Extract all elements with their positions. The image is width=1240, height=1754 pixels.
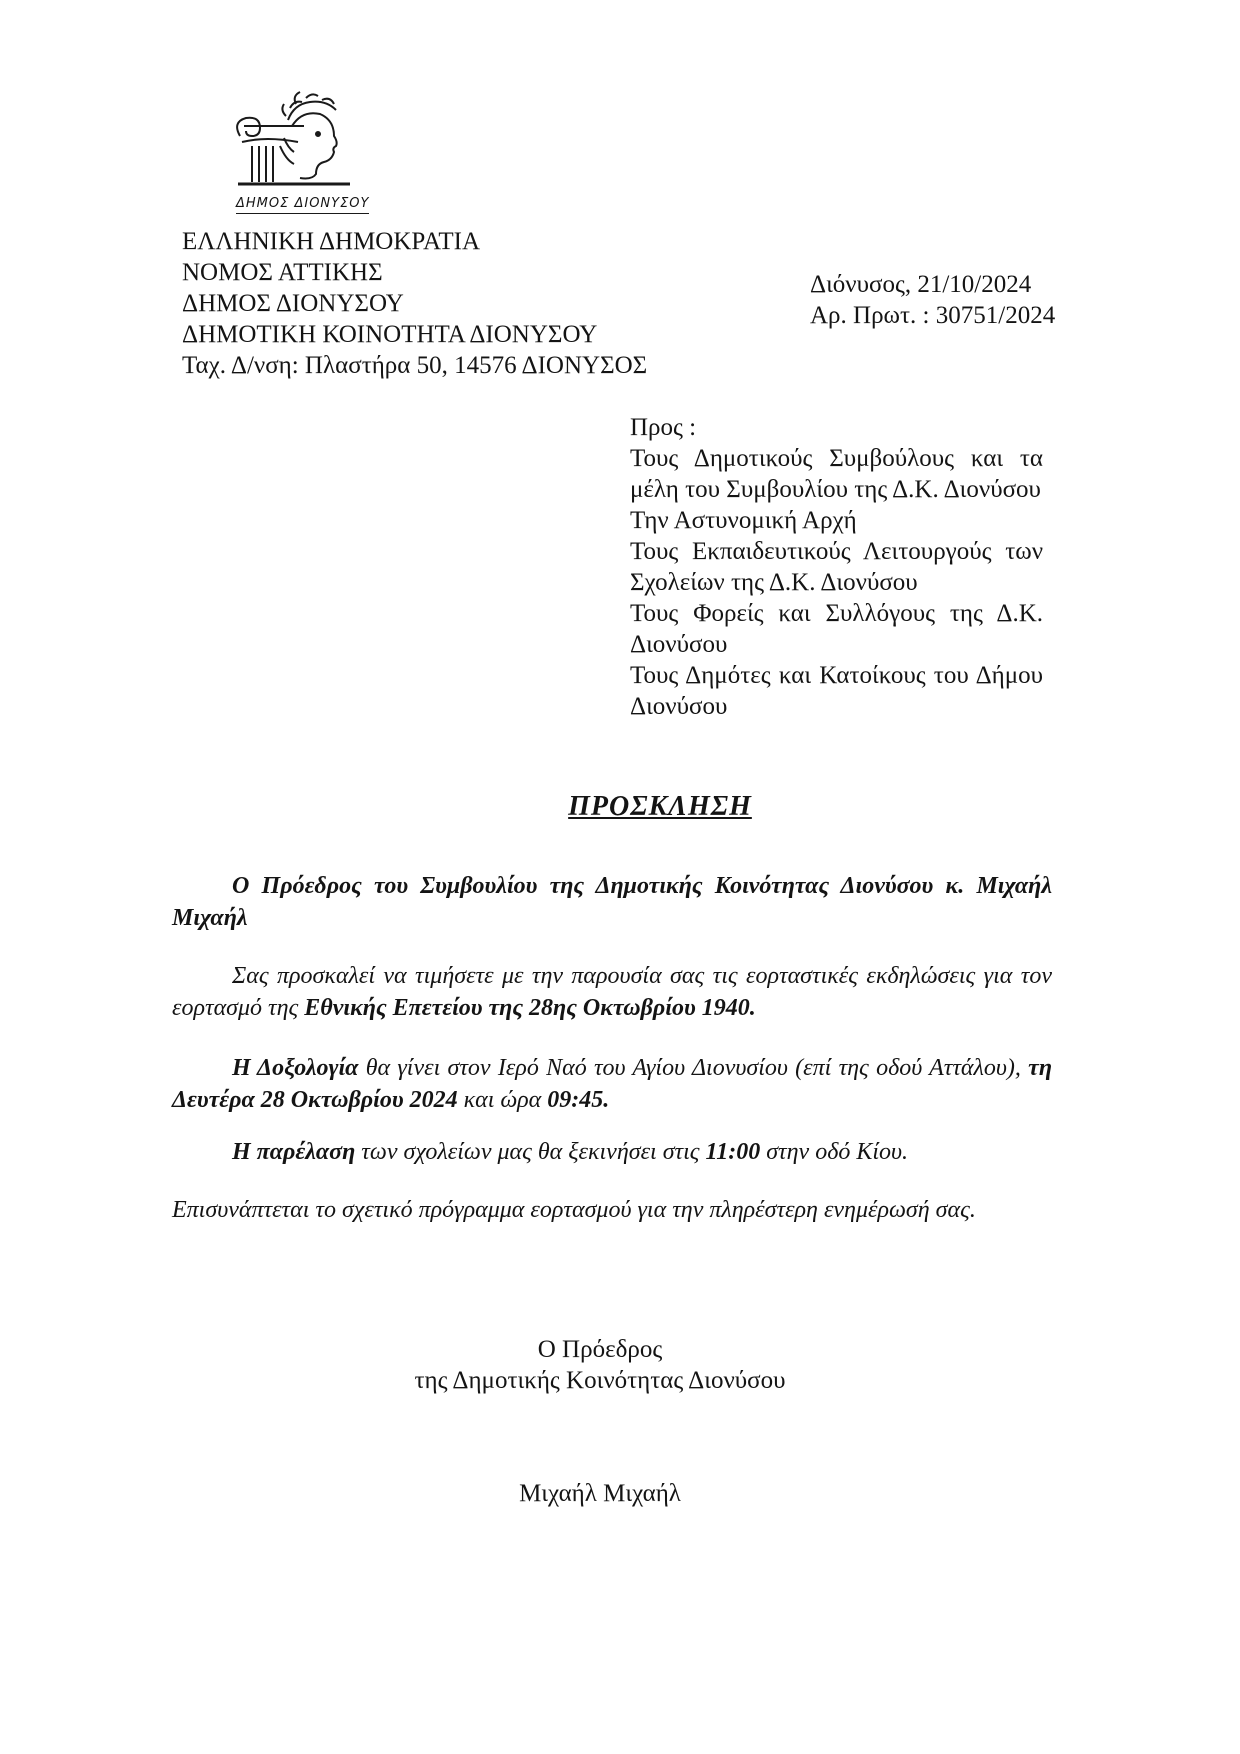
municipality-logo [230, 86, 380, 216]
dionysus-head-logo-icon [230, 86, 380, 196]
recipient-councillors: Τους Δημοτικούς Συμβούλους και τα [630, 445, 1043, 472]
invitation-paragraph [172, 960, 1052, 1024]
sender-country: ΕΛΛΗΝΙΚΗ ΔΗΜΟΚΡΑΤΙΑ [182, 228, 480, 255]
document-title: ΠΡΟΣΚΛΗΣΗ [568, 791, 752, 822]
parade-paragraph [172, 1136, 1052, 1168]
recipient-citizens: Τους Δημότες και Κατοίκους του Δήμου [630, 662, 1043, 689]
logo-caption: ΔΗΜΟΣ ΔΙΟΝΥΣΟΥ [236, 196, 369, 214]
doxology-date: τη Δευτέρα 28 Οκτωβρίου 2024 [172, 1055, 1052, 1113]
document-date: Διόνυσος, 21/10/2024 [810, 271, 1032, 298]
recipient-citizens-cont: Διονύσου [630, 693, 728, 720]
recipient-council-members: μέλη του Συμβουλίου της Δ.Κ. Διονύσου [630, 476, 1041, 503]
signature-role: Ο Πρόεδρος [537, 1336, 663, 1363]
signature-community: της Δημοτικής Κοινότητας Διονύσου [414, 1367, 786, 1394]
attachment-text: Επισυνάπτεται το σχετικό πρόγραμμα εορτασμού για την πληρέστερη ενημέρωσή σας. [172, 1197, 976, 1223]
anniversary-name: Εθνικής Επετείου της 28ης Οκτωβρίου 1940. [304, 995, 756, 1021]
protocol-number: Αρ. Πρωτ. : 30751/2024 [810, 302, 1056, 329]
doxology-label: Η Δοξολογία [232, 1055, 359, 1081]
intro-text: Ο Πρόεδρος του Συμβουλίου της Δημοτικής Κοινότητας Διονύσου κ. Μιχαήλ Μιχαήλ [172, 873, 1052, 931]
recipient-associations-cont: Διονύσου [630, 631, 728, 658]
recipient-police: Την Αστυνομική Αρχή [630, 507, 857, 534]
signature-name: Μιχαήλ Μιχαήλ [519, 1480, 681, 1507]
invitation-text: Σας προσκαλεί να τιμήσετε με την παρουσία σας τις εορταστικές εκδηλώσεις για τον εορτασμό της [172, 963, 1052, 1021]
sender-address: Ταχ. Δ/νση: Πλαστήρα 50, 14576 ΔΙΟΝΥΣΟΣ [182, 352, 648, 379]
parade-label: Η παρέλαση [232, 1139, 356, 1165]
recipient-associations: Τους Φορείς και Συλλόγους της Δ.Κ. [630, 600, 1043, 627]
doxology-time-label: και ώρα [457, 1087, 548, 1113]
attachment-paragraph [172, 1194, 1072, 1226]
doxology-paragraph [172, 1052, 1052, 1116]
intro-paragraph [172, 870, 1052, 934]
sender-prefecture: ΝΟΜΟΣ ΑΤΤΙΚΗΣ [182, 259, 383, 286]
parade-time: 11:00 [705, 1139, 761, 1165]
parade-text: των σχολείων μας θα ξεκινήσει στις [355, 1139, 706, 1165]
recipient-schools: Σχολείων της Δ.Κ. Διονύσου [630, 569, 918, 596]
doxology-time: 09:45. [547, 1087, 610, 1113]
parade-location: στην οδό Κίου. [760, 1139, 909, 1165]
recipient-teachers: Τους Εκπαιδευτικούς Λειτουργούς των [630, 538, 1043, 565]
doxology-text: θα γίνει στον Ιερό Ναό του Αγίου Διονυσίου (επί της οδού Αττάλου), [358, 1055, 1029, 1081]
sender-municipality: ΔΗΜΟΣ ΔΙΟΝΥΣΟΥ [182, 290, 404, 317]
sender-community: ΔΗΜΟΤΙΚΗ ΚΟΙΝΟΤΗΤΑ ΔΙΟΝΥΣΟΥ [182, 321, 598, 348]
recipients-label: Προς : [630, 414, 697, 441]
